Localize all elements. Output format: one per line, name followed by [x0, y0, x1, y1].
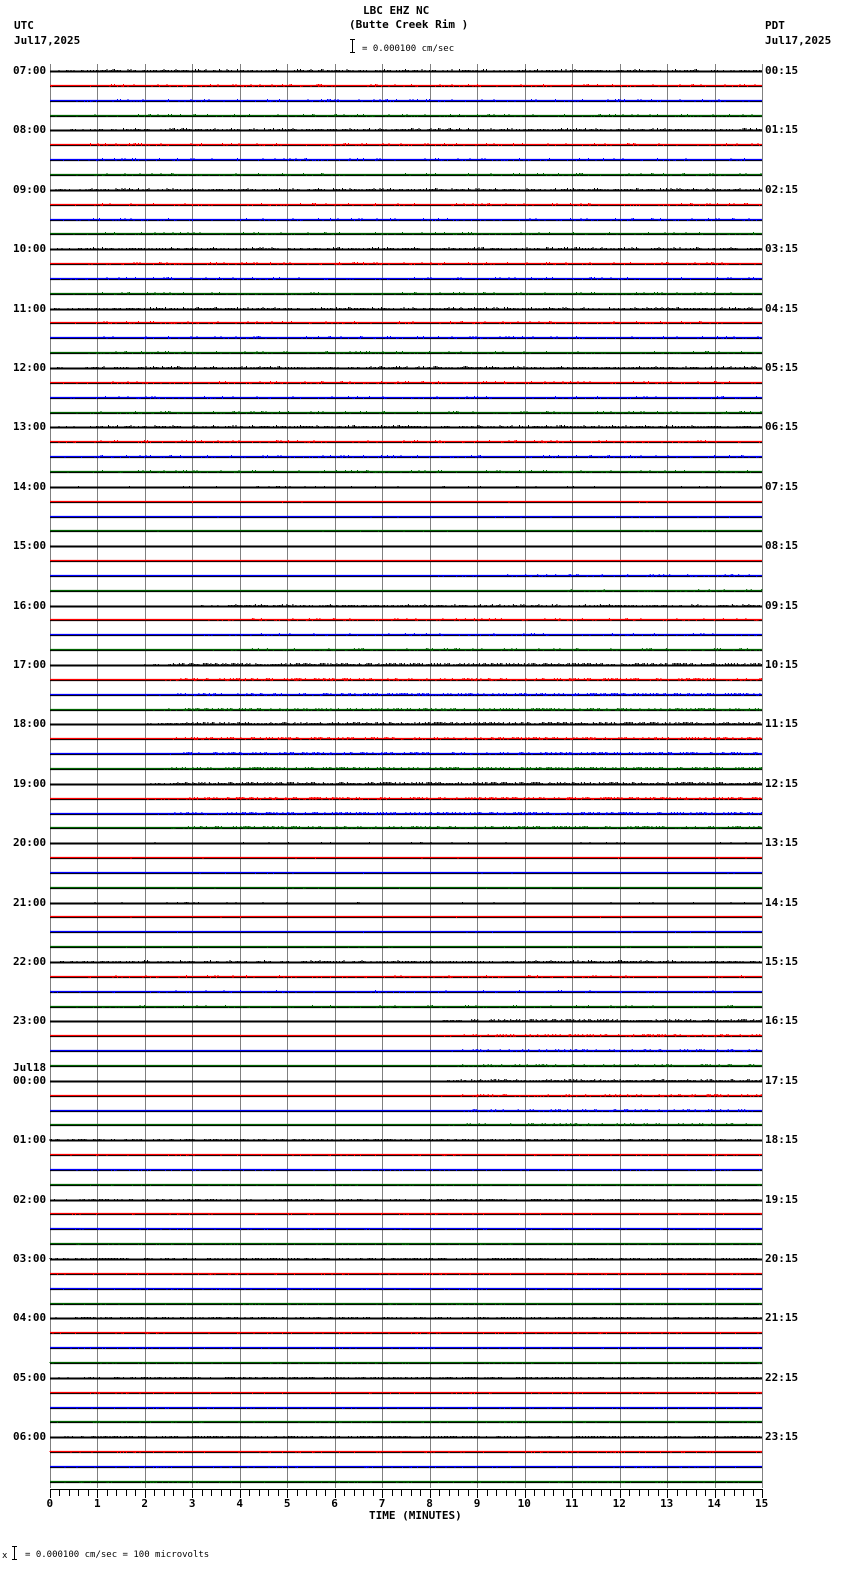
left-hour-label: 17:00 [13, 658, 47, 671]
left-hour-label: 04:00 [13, 1311, 47, 1324]
site-title: (Butte Creek Rim ) [349, 18, 469, 31]
right-hour-label: 01:15 [765, 123, 799, 136]
right-hour-label: 03:15 [765, 242, 799, 255]
left-hour-label: 06:00 [13, 1430, 47, 1443]
right-hour-label: 19:15 [765, 1193, 799, 1206]
x-tick-label: 6 [331, 1497, 338, 1510]
right-hour-label: 10:15 [765, 658, 799, 671]
left-hour-label: 18:00 [13, 717, 47, 730]
x-tick-label: 10 [517, 1497, 531, 1510]
right-hour-label: 21:15 [765, 1311, 799, 1324]
right-hour-label: 00:15 [765, 64, 799, 77]
x-tick-label: 3 [188, 1497, 196, 1510]
right-hour-label: 02:15 [765, 183, 799, 196]
x-tick-label: 13 [660, 1497, 674, 1510]
left-hour-label: 23:00 [13, 1014, 47, 1027]
x-tick-label: 2 [141, 1497, 149, 1510]
left-hour-label: 02:00 [13, 1193, 47, 1206]
right-hour-label: 15:15 [765, 955, 799, 968]
x-tick-label: 15 [755, 1497, 769, 1510]
x-axis-title: TIME (MINUTES) [369, 1509, 462, 1522]
right-hour-label: 14:15 [765, 896, 799, 909]
x-tick-label: 1 [93, 1497, 101, 1510]
left-hour-label: 13:00 [13, 420, 47, 433]
left-hour-label: 07:00 [13, 64, 47, 77]
left-hour-label: 12:00 [13, 361, 47, 374]
x-tick-label: 8 [426, 1497, 433, 1510]
left-hour-label: 08:00 [13, 123, 47, 136]
left-hour-label: 05:00 [13, 1371, 47, 1384]
left-hour-label: 14:00 [13, 480, 47, 493]
right-date: Jul17,2025 [765, 34, 832, 47]
right-hour-label: 18:15 [765, 1133, 799, 1146]
left-date: Jul17,2025 [14, 34, 81, 47]
x-tick-label: 0 [46, 1497, 54, 1510]
station-title: LBC EHZ NC [363, 4, 430, 17]
footer-scale-bar-icon [14, 1546, 15, 1560]
left-hour-label: 21:00 [13, 896, 47, 909]
right-hour-label: 05:15 [765, 361, 799, 374]
right-hour-label: 11:15 [765, 717, 799, 730]
left-hour-label: 00:00 [13, 1074, 47, 1087]
right-hour-label: 17:15 [765, 1074, 799, 1087]
left-hour-label: 19:00 [13, 777, 47, 790]
scale-text: = 0.000100 cm/sec [362, 44, 455, 54]
right-timezone: PDT [765, 19, 785, 32]
x-tick-label: 14 [707, 1497, 721, 1510]
right-hour-label: 09:15 [765, 599, 799, 612]
x-tick-label: 11 [565, 1497, 579, 1510]
left-hour-label: 11:00 [13, 302, 47, 315]
footer-scale-prefix: x [2, 1551, 8, 1561]
x-tick-label: 4 [236, 1497, 243, 1510]
left-hour-label: 03:00 [13, 1252, 47, 1265]
left-timezone: UTC [14, 19, 34, 32]
right-hour-label: 04:15 [765, 302, 799, 315]
left-hour-label: 10:00 [13, 242, 47, 255]
left-hour-label: 09:00 [13, 183, 47, 196]
right-hour-label: 08:15 [765, 539, 799, 552]
right-hour-label: 07:15 [765, 480, 799, 493]
right-hour-label: 23:15 [765, 1430, 799, 1443]
x-tick-label: 12 [612, 1497, 626, 1510]
right-hour-label: 20:15 [765, 1252, 799, 1265]
left-hour-label: 20:00 [13, 836, 47, 849]
x-tick-label: 7 [378, 1497, 386, 1510]
left-date-change-label: Jul18 [13, 1061, 47, 1074]
right-hour-label: 16:15 [765, 1014, 799, 1027]
left-hour-label: 01:00 [13, 1133, 47, 1146]
left-hour-label: 22:00 [13, 955, 47, 968]
right-hour-label: 13:15 [765, 836, 799, 849]
right-hour-label: 12:15 [765, 777, 799, 790]
x-tick-label: 5 [283, 1497, 291, 1510]
right-hour-label: 22:15 [765, 1371, 799, 1384]
right-hour-label: 06:15 [765, 420, 799, 433]
left-hour-label: 15:00 [13, 539, 47, 552]
footer-scale-text: = 0.000100 cm/sec = 100 microvolts [25, 1550, 210, 1560]
left-hour-label: 16:00 [13, 599, 47, 612]
x-tick-label: 9 [473, 1497, 481, 1510]
